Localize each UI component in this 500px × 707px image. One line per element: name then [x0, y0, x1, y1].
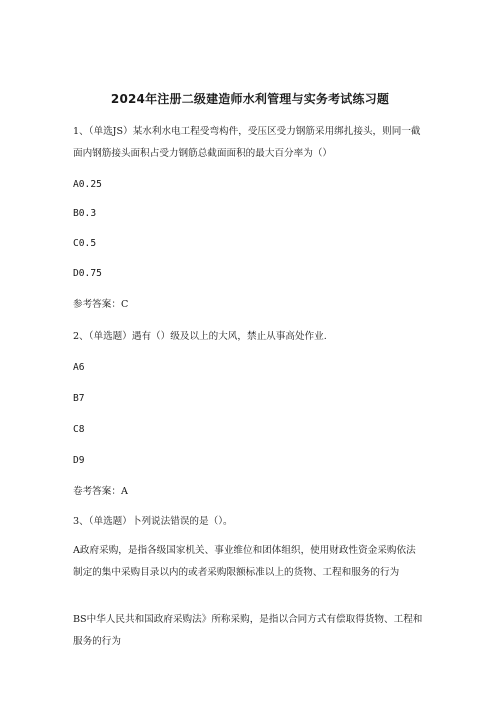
question-1-answer: 参考答案：C [73, 299, 129, 310]
question-2-stem: 2、（单选题）遇有（）级及以上的大风，禁止从事高处作业. [73, 331, 327, 342]
question-2-option-c: C8 [73, 424, 85, 435]
question-2-option-d: D9 [73, 455, 85, 466]
question-1-option-d: D0.75 [73, 268, 102, 279]
question-2-answer: 卷考答案：A [73, 486, 128, 497]
question-1-option-c: C0.5 [73, 238, 97, 249]
question-3-option-a: A政府采购，是指各级国家机关、事业维位和团体组织，使用财政性资金采购依法制定的集中采购目录以内的或者采购限额标准以上的货物、工程和服务的行为 [73, 545, 416, 578]
question-3-option-b: BS中华人民共和国政府采购法》所称采购，是指以合同方式有偿取得货物、工程和服务的行为 [73, 614, 423, 647]
document-title: 2024年注册二级建造师水利管理与实务考试练习题 [110, 92, 390, 106]
question-3-stem: 3、（单选题）卜列说法错误的是（）。 [73, 516, 233, 527]
question-1-option-a: A0.25 [73, 179, 102, 190]
question-1-option-b: B0.3 [73, 208, 97, 219]
question-2-option-b: B7 [73, 393, 85, 404]
question-2-option-a: A6 [73, 362, 85, 373]
question-1-stem: 1、（单选JS）某水利水电工程受弯构件，受压区受力钢筋采用绑扎接头，则同一截面内钢筋接头面积占受力钢筋总截面面积的最大百分率为（） [73, 126, 421, 159]
